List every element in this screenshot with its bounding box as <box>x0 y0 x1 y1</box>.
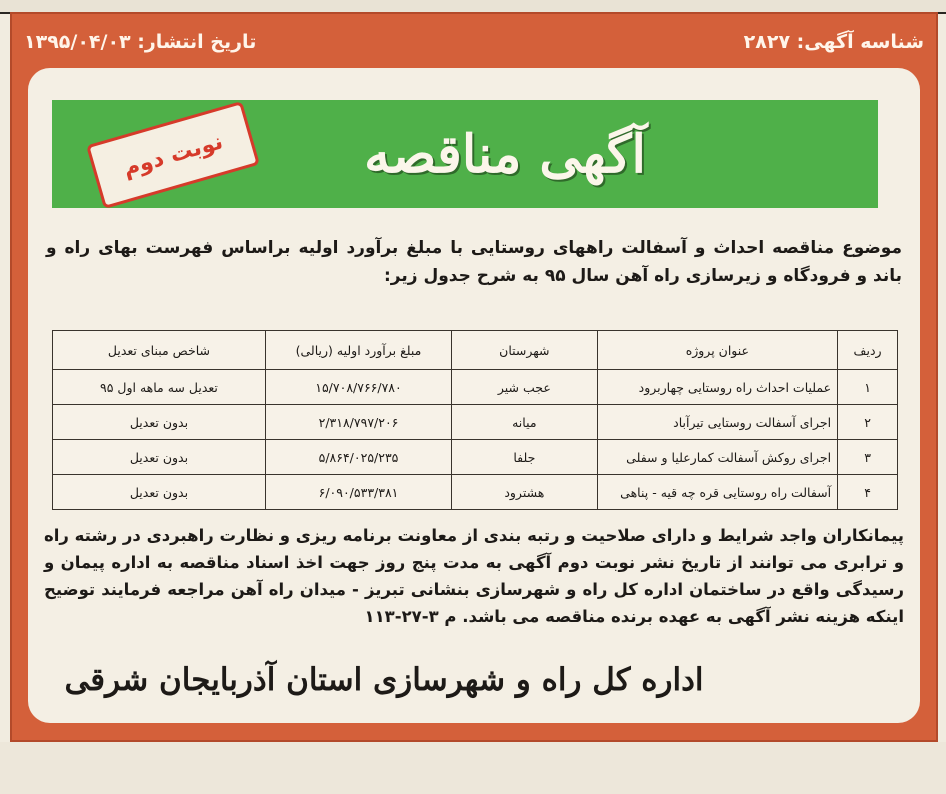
ad-paper <box>28 68 920 723</box>
row-amount: ۵/۸۶۴/۰۲۵/۲۳۵ <box>265 440 451 475</box>
publish-date: تاریخ انتشار: ۱۳۹۵/۰۴/۰۳ <box>24 31 257 53</box>
row-amount: ۶/۰۹۰/۵۳۳/۳۸۱ <box>265 475 451 510</box>
table-header-row <box>53 331 898 370</box>
row-city: عجب شیر <box>452 370 598 405</box>
ad-id: شناسه آگهی: ۲۸۲۷ <box>743 31 924 53</box>
row-index: ۲ <box>838 405 898 440</box>
header-row <box>24 22 924 62</box>
row-city: جلفا <box>452 440 598 475</box>
row-project: آسفالت راه روستایی قره چه قیه - پناهی <box>597 475 838 510</box>
header-project: عنوان پروژه <box>597 331 838 370</box>
row-project: اجرای آسفالت روستایی تیرآباد <box>597 405 838 440</box>
header-index: ردیف <box>838 331 898 370</box>
row-index: ۱ <box>838 370 898 405</box>
row-adjust: بدون تعدیل <box>53 405 266 440</box>
row-city: میانه <box>452 405 598 440</box>
table-row <box>53 405 898 440</box>
row-project: اجرای روکش آسفالت کمارعلیا و سفلی <box>597 440 838 475</box>
title-banner <box>52 100 878 208</box>
row-city: هشترود <box>452 475 598 510</box>
row-index: ۳ <box>838 440 898 475</box>
intro-paragraph: موضوع مناقصه احداث و آسفالت راههای روستایی با مبلغ برآورد اولیه براساس فهرست بهای راه و باند و فرودگاه و زیرسازی راه آهن سال ۹۵ به شرح جدول زیر: <box>46 238 902 286</box>
ad-frame <box>10 12 938 742</box>
header-city: شهرستان <box>452 331 598 370</box>
issuer-signature: اداره کل راه و شهرسازی استان آذربایجان شرقی <box>64 662 704 698</box>
header-amount: مبلغ برآورد اولیه (ریالی) <box>265 331 451 370</box>
conditions-paragraph: پیمانکاران واجد شرایط و دارای صلاحیت و رتبه بندی از معاونت برنامه ریزی و نظارت راهبردی در رشته راه و ترابری می توانند از تاریخ نشر نوبت دوم آگهی به مدت پنج روز جهت اخذ اسناد مناقصه به اداره پیمان و رسیدگی واقع در ساختمان اداره کل راه و شهرسازی بنشانی تبریز - میدان راه آهن مراجعه فرمایند توضیح اینکه هزینه نشر آگهی به عهده برنده مناقصه می باشد. م ۳-۲۷-۱۱۳ <box>44 526 904 626</box>
row-adjust: تعدیل سه ماهه اول ۹۵ <box>53 370 266 405</box>
row-amount: ۱۵/۷۰۸/۷۶۶/۷۸۰ <box>265 370 451 405</box>
row-adjust: بدون تعدیل <box>53 440 266 475</box>
table-row <box>53 475 898 510</box>
page-title: آگهی مناقصه <box>364 123 646 185</box>
row-amount: ۲/۳۱۸/۷۹۷/۲۰۶ <box>265 405 451 440</box>
projects-table <box>52 330 898 510</box>
table-row <box>53 370 898 405</box>
bottom-background <box>0 742 946 794</box>
table-row <box>53 440 898 475</box>
stamp-badge: نوبت دوم <box>86 101 260 209</box>
row-project: عملیات احداث راه روستایی چهاربرود <box>597 370 838 405</box>
row-index: ۴ <box>838 475 898 510</box>
row-adjust: بدون تعدیل <box>53 475 266 510</box>
header-adjust: شاخص مبنای تعدیل <box>53 331 266 370</box>
